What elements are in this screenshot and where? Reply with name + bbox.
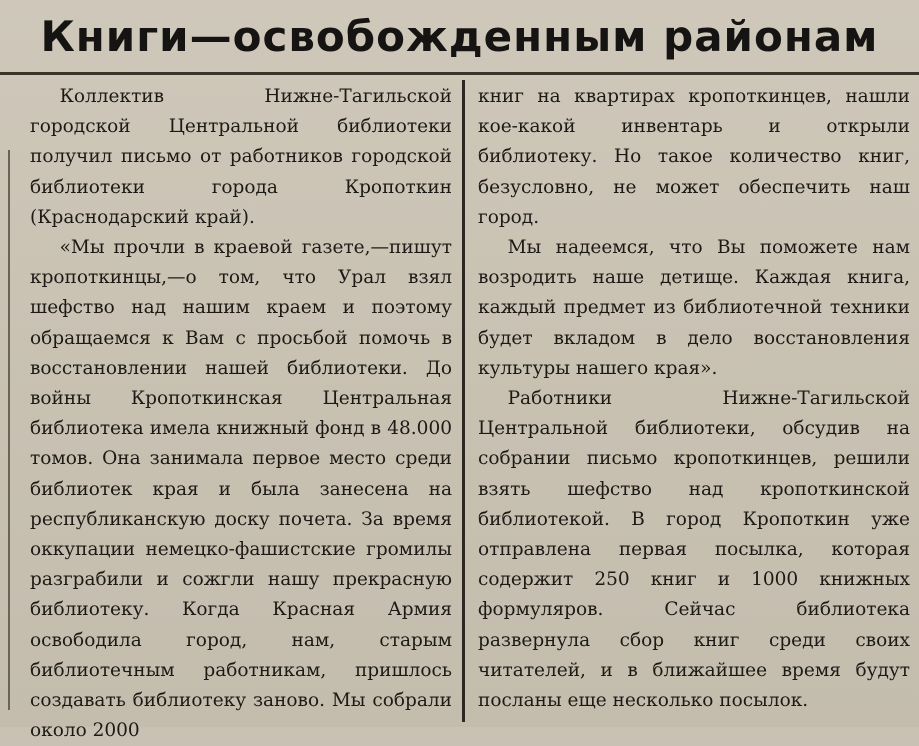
paragraph-letter-start: «Мы прочли в краевой газете,—пишут кропоткинцы,—о том, что Урал взял шефство над нашим краем и поэтому обращаемся к Вам с просьбой помочь в восстановлении нашей библиотеки. До войны Кропоткинская Центральная библиотека имела книжный фонд в 48.000 томов. Она занимала первое место среди библиотек края и была занесена на республиканскую доску почета. За время оккупации немецко-фашистские громилы разграбили и сожгли нашу прекрасную библиотеку. Когда Красная Армия освободила город, нам, старым библиотечным работникам, пришлось создавать библиотеку заново. Мы собрали около 2000 [30,237,452,742]
paragraph-response: Работники Нижне-Тагильской Центральной библиотеки, обсудив на собрании письмо кропоткинцев, решили взять шефство над кропоткинской библиотекой. В город Кропоткин уже отправлена первая посылка, которая содержит 250 книг и 1000 книжных формуляров. Сейчас библиотека развернула сбор книг среди своих читателей, и в ближайшее время будут посланы еще несколько посылок. [478,388,910,712]
article-headline: Книги—освобожденным районам [40,12,879,61]
headline-rule [0,72,919,75]
paragraph-intro: Коллектив Нижне-Тагильской городской Центральной библиотеки получил письмо от работников городской библиотеки города Кропоткин (Краснодарский край). [30,86,452,228]
column-divider [462,80,465,722]
paragraph-letter-end: Мы надеемся, что Вы поможете нам возродить наше детище. Каждая книга, каждый предмет из библиотечной техники будет вкладом в дело восстановления культуры нашего края». [478,237,910,379]
right-column [478,82,910,722]
page-edge-line [8,150,10,710]
left-column [30,82,452,742]
paragraph-letter-continued: книг на квартирах кропоткинцев, нашли кое-какой инвентарь и открыли библиотеку. Но такое количество книг, безусловно, не может обеспечить наш город. [478,86,910,228]
